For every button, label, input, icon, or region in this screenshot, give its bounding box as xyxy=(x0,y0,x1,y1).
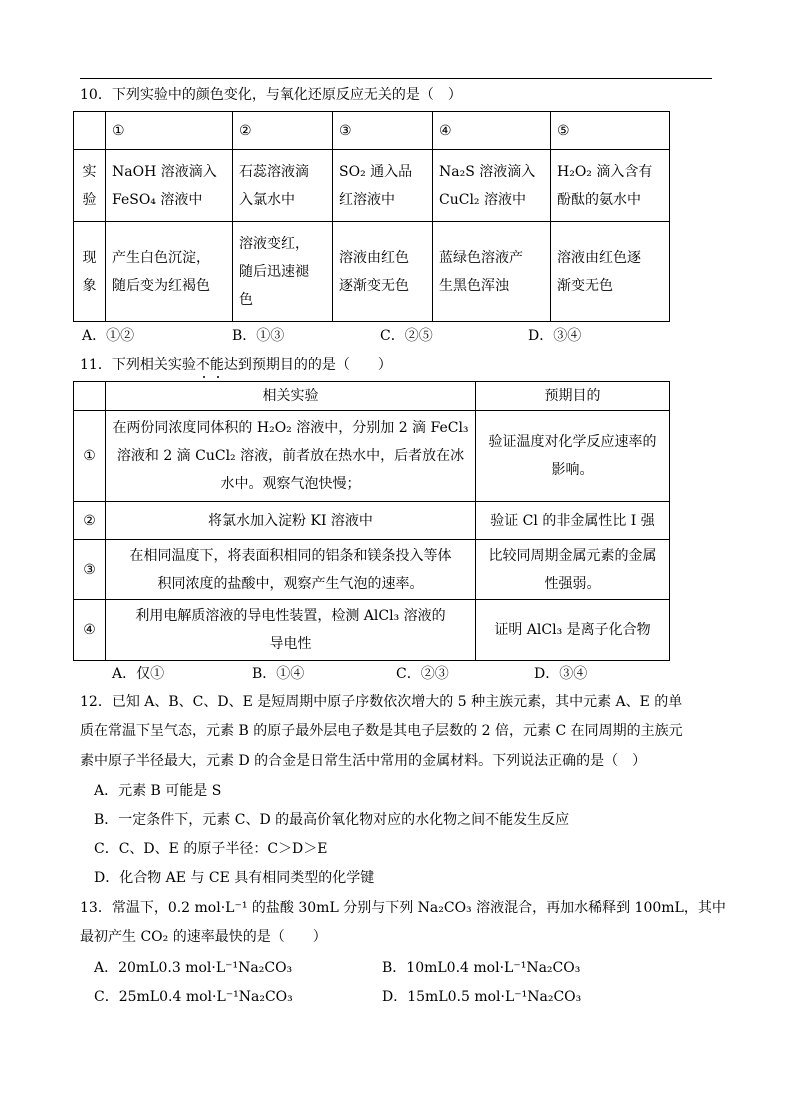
q10-phen-5: 溶液由红色逐 渐变无色 xyxy=(551,222,670,322)
q10-phen-1: 产生白色沉淀， 随后变为红褐色 xyxy=(106,222,233,322)
q13-option-b: B．10mL0.4 mol·L⁻¹Na₂CO₃ xyxy=(382,960,581,976)
q10-header-1: ① xyxy=(106,112,233,150)
q10-option-a: A．①② xyxy=(82,328,135,344)
q10-row-label-phenomenon: 现 象 xyxy=(74,222,106,322)
q13-option-c: C．25mL0.4 mol·L⁻¹Na₂CO₃ xyxy=(94,989,293,1005)
q13-option-d: D．15mL0.5 mol·L⁻¹Na₂CO₃ xyxy=(382,989,582,1005)
q11-row3-num: ③ xyxy=(74,540,106,600)
q12-stem-line2: 质在常温下呈气态，元素 B 的原子最外层电子数是其电子层数的 2 倍，元素 C 在同周期的主族元 xyxy=(80,723,683,739)
q10-header-2: ② xyxy=(233,112,333,150)
q11-header-experiment: 相关实验 xyxy=(106,382,476,411)
q11-row3-goal: 比较同周期金属元素的金属 性强弱。 xyxy=(476,540,670,600)
q10-table xyxy=(73,111,670,322)
q13-stem-line2: 最初产生 CO₂ 的速率最快的是（ ） xyxy=(80,929,327,945)
q12-option-b: B．一定条件下，元素 C、D 的最高价氧化物对应的水化物之间不能发生反应 xyxy=(94,812,570,828)
q11-row1-num: ① xyxy=(74,411,106,502)
q10-option-b: B．①③ xyxy=(232,328,285,344)
q10-header-5: ⑤ xyxy=(551,112,670,150)
q12-option-c: C．C、D、E 的原子半径：C＞D＞E xyxy=(94,841,328,857)
q11-option-b: B．①④ xyxy=(252,666,305,682)
q12-stem-line1: 12．已知 A、B、C、D、E 是短周期中原子序数依次增大的 5 种主族元素，其中元素 A、E 的单 xyxy=(80,694,683,710)
q11-row4-num: ④ xyxy=(74,600,106,661)
q10-corner-cell xyxy=(74,112,106,150)
q10-exp-5: H₂O₂ 滴入含有 酚酞的氨水中 xyxy=(551,150,670,222)
q10-exp-3: SO₂ 通入品 红溶液中 xyxy=(333,150,433,222)
q10-header-3: ③ xyxy=(333,112,433,150)
q11-row4-goal: 证明 AlCl₃ 是离子化合物 xyxy=(476,600,670,661)
q11-row4-exp: 利用电解质溶液的导电性装置，检测 AlCl₃ 溶液的 导电性 xyxy=(106,600,476,661)
q12-option-d: D．化合物 AE 与 CE 具有相同类型的化学键 xyxy=(94,870,375,886)
header-rule xyxy=(80,78,712,79)
q11-option-a: A．仅① xyxy=(112,666,165,682)
q12-stem-line3: 素中原子半径最大，元素 D 的合金是日常生活中常用的金属材料。下列说法正确的是（ ） xyxy=(80,753,647,769)
q11-row2-exp: 将氯水加入淀粉 KI 溶液中 xyxy=(106,502,476,540)
q11-option-c: C．②③ xyxy=(396,666,449,682)
q11-row1-goal: 验证温度对化学反应速率的 影响。 xyxy=(476,411,670,502)
q10-stem: 10．下列实验中的颜色变化，与氧化还原反应无关的是（ ） xyxy=(80,87,462,103)
q11-row3-exp: 在相同温度下，将表面积相同的铝条和镁条投入等体 积同浓度的盐酸中，观察产生气泡的速率。 xyxy=(106,540,476,600)
q11-corner-cell xyxy=(74,382,106,411)
q10-option-d: D．③④ xyxy=(528,328,582,344)
q10-option-c: C．②⑤ xyxy=(380,328,433,344)
q11-header-goal: 预期目的 xyxy=(476,382,670,411)
q10-phen-2: 溶液变红， 随后迅速褪 色 xyxy=(233,222,333,322)
q10-exp-1: NaOH 溶液滴入 FeSO₄ 溶液中 xyxy=(106,150,233,222)
q13-stem-line1: 13．常温下，0.2 mol·L⁻¹ 的盐酸 30mL 分别与下列 Na₂CO₃ 溶液混合，再加水稀释到 100mL，其中 xyxy=(80,900,726,916)
q11-row2-goal: 验证 Cl 的非金属性比 I 强 xyxy=(476,502,670,540)
q11-row1-exp: 在两份同浓度同体积的 H₂O₂ 溶液中，分别加 2 滴 FeCl₃ 溶液和 2 滴 CuCl₂ 溶液，前者放在热水中，后者放在冰 水中。观察气泡快慢； xyxy=(106,411,476,502)
q11-row2-num: ② xyxy=(74,502,106,540)
q11-table xyxy=(73,381,670,661)
q11-stem: 11．下列相关实验不能达到预期目的的是（ ） xyxy=(80,357,392,373)
q10-exp-2: 石蕊溶液滴 入氯水中 xyxy=(233,150,333,222)
q10-header-4: ④ xyxy=(433,112,551,150)
q12-option-a: A．元素 B 可能是 S xyxy=(94,783,222,799)
q10-row-label-experiment: 实 验 xyxy=(74,150,106,222)
q11-option-d: D．③④ xyxy=(534,666,588,682)
q10-phen-4: 蓝绿色溶液产 生黑色浑浊 xyxy=(433,222,551,322)
q13-option-a: A．20mL0.3 mol·L⁻¹Na₂CO₃ xyxy=(94,960,293,976)
q10-exp-4: Na₂S 溶液滴入 CuCl₂ 溶液中 xyxy=(433,150,551,222)
q10-phen-3: 溶液由红色 逐渐变无色 xyxy=(333,222,433,322)
